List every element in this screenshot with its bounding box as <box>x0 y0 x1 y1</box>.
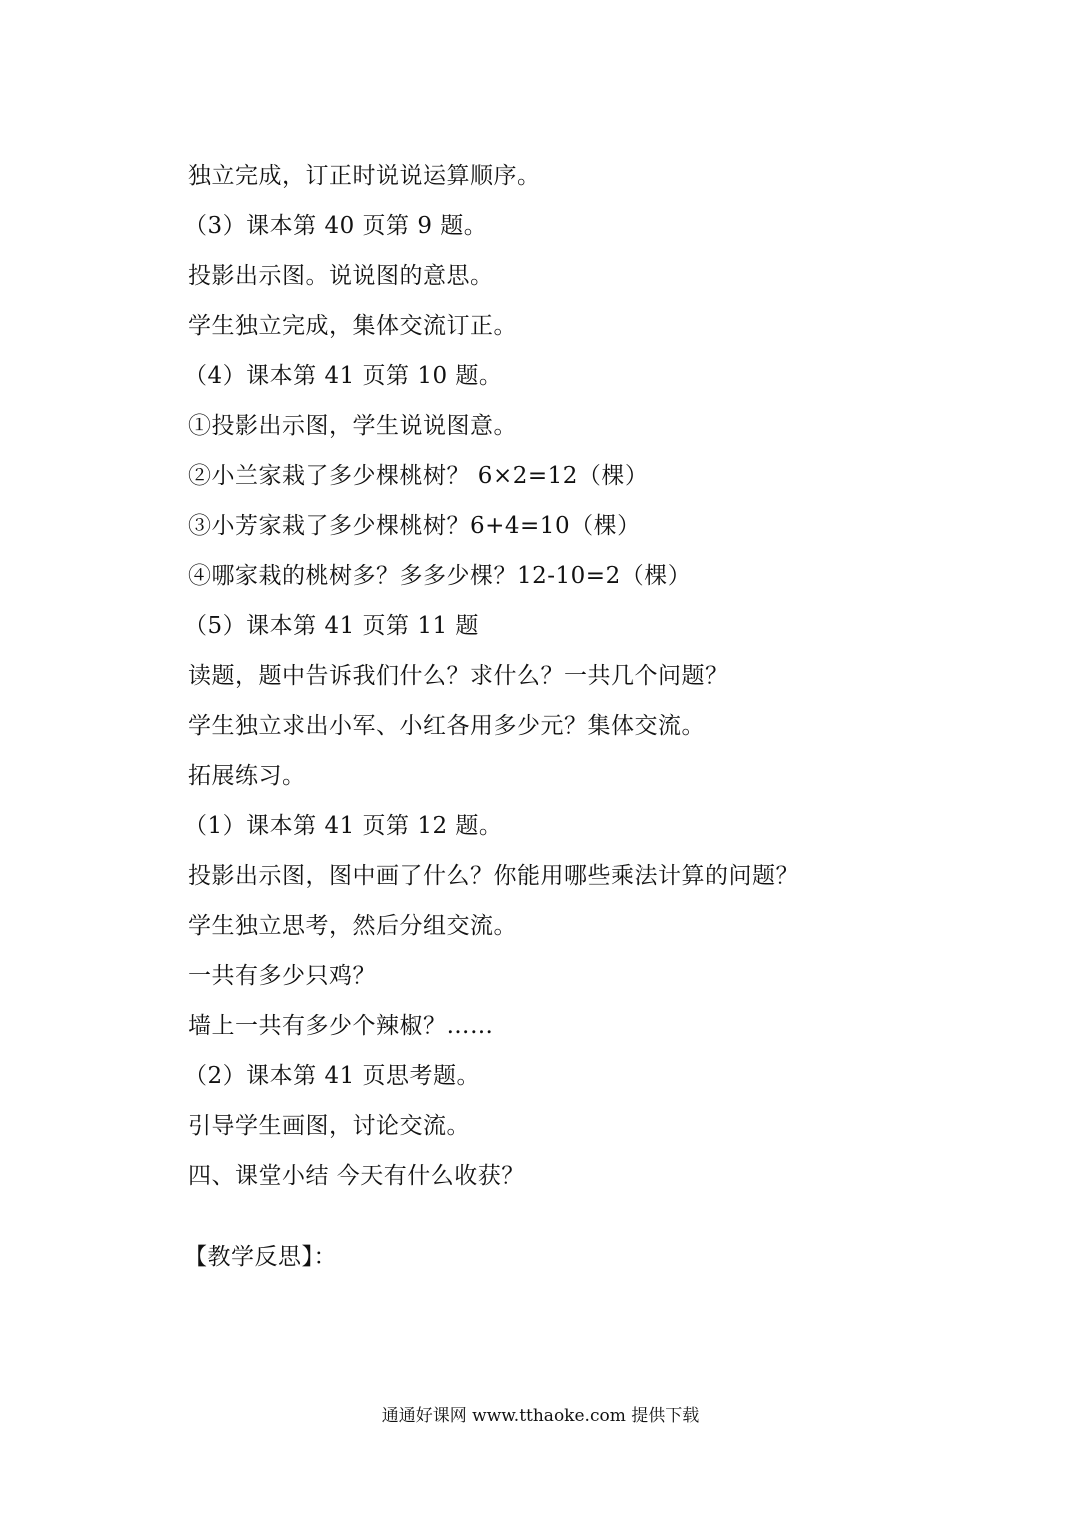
text-line: 引导学生画图，讨论交流。 <box>188 1113 470 1139</box>
text-line: ②小兰家栽了多少棵桃树？ 6×2=12（棵） <box>188 463 649 489</box>
document-body <box>184 155 908 1286</box>
text-line: 投影出示图，图中画了什么？你能用哪些乘法计算的问题？ <box>188 863 799 889</box>
text-line: 独立完成，订正时说说运算顺序。 <box>188 163 541 189</box>
text-line: 墙上一共有多少个辣椒？…… <box>188 1013 494 1039</box>
section-heading: 四、课堂小结 今天有什么收获？ <box>188 1163 525 1189</box>
text-line: 学生独立思考，然后分组交流。 <box>188 913 517 939</box>
text-line: ①投影出示图，学生说说图意。 <box>188 413 517 439</box>
spacer <box>188 1205 908 1236</box>
text-line: ③小芳家栽了多少棵桃树？6+4=10（棵） <box>188 513 641 539</box>
text-line: 一共有多少只鸡？ <box>188 963 376 989</box>
reflection-heading: 【教学反思】： <box>184 1244 337 1270</box>
text-line: （3）课本第 40 页第 9 题。 <box>184 213 488 239</box>
text-line: （2）课本第 41 页思考题。 <box>184 1063 481 1089</box>
text-line: ④哪家栽的桃树多？多多少棵？12-10=2（棵） <box>188 563 692 589</box>
text-line: （1）课本第 41 页第 12 题。 <box>184 813 503 839</box>
text-line: 投影出示图。说说图的意思。 <box>188 263 494 289</box>
text-line: （5）课本第 41 页第 11 题 <box>184 613 479 639</box>
page-footer: 通通好课网 www.tthaoke.com 提供下载 <box>381 1406 700 1426</box>
text-line: 学生独立完成，集体交流订正。 <box>188 313 517 339</box>
text-line: 拓展练习。 <box>188 763 306 789</box>
text-line: （4）课本第 41 页第 10 题。 <box>184 363 503 389</box>
text-line: 读题，题中告诉我们什么？求什么？一共几个问题？ <box>188 663 729 689</box>
text-line: 学生独立求出小军、小红各用多少元？集体交流。 <box>188 713 705 739</box>
